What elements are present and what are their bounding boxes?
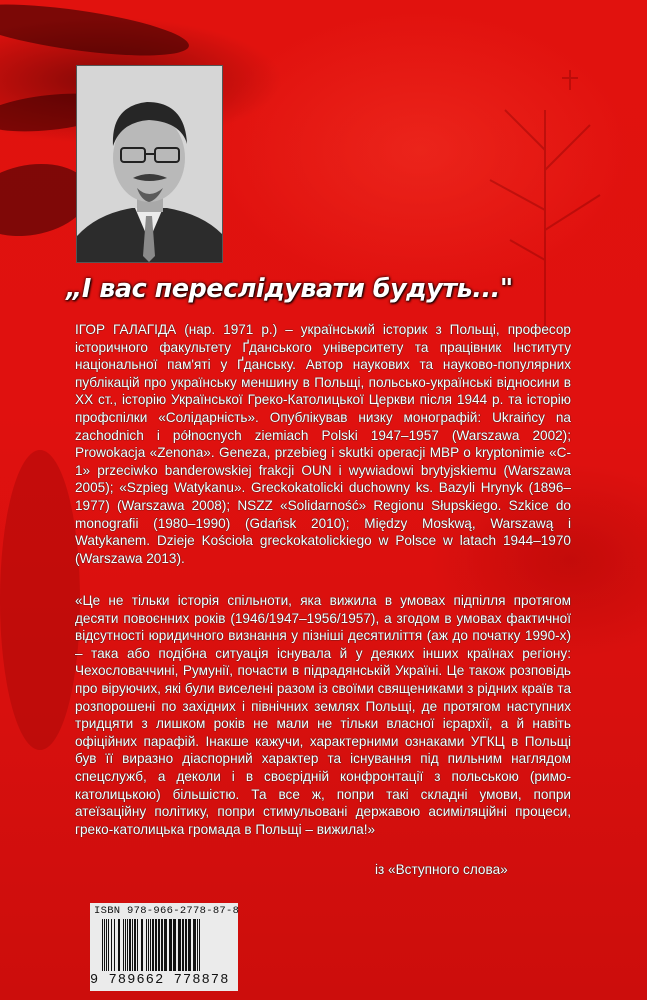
author-bio: ІГОР ГАЛАГІДА (нар. 1971 р.) – український історик з Польщі, професор історичного факультету Ґданського університету та працівник Інституту національної пам'яті у Ґданську. Автор наукових та науково-популярних публікацій про українську меншину в Польщі, польсько-українські відносини в ХХ ст., історію Української Греко-Католицької Церкви після 1944 р. та історію профспілки «Солідарність». Опублікував низку монографій: Ukraińcy na zachodnich i północnych ziemiach Polski 1947–1957 (Warszawa 2002); Prowokacja «Zenona». Geneza, przebieg i skutki operacji MBP o kryptonimie «C-1» przeciwko banderowskiej frakcji OUN i wywiadowi brytyjskiemu (Warszawa 2005); «Szpieg Watykanu». Greckokatolicki duchowny ks. Bazyli Hrynyk (1896–1977) (Warszawa 2008); NSZZ «Solidarność» Regionu Słupskiego. Szkice do monografii (1980–1990) (Gdańsk 2010); Między Moskwą, Warszawą i Watykanem. Dzieje Kościoła greckokatolickiego w Polsce w latach 1944–1970 (Warszawa 2013). [75,322,571,566]
barcode-bar [155,919,157,971]
isbn-text: ISBN 978-966-2778-87-8 [94,905,240,917]
barcode-bar [158,919,160,971]
barcode-bar [125,919,126,971]
barcode-bar [173,919,176,971]
barcode-bar [188,919,191,971]
barcode-bar [114,919,115,971]
barcode-bar [134,919,136,971]
barcode-bar [199,919,200,971]
intro-quote: «Це не тільки історія спільноти, яка вижила в умовах підпілля протягом десяти повоєнних років (1946/1947–1956/1957), а згодом в умовах фактичної відсутності юридичного визнання у пізніші десятиліття (аж до початку 1990-х) – така або подібна ситуація існувала й у деяких інших країнах регіону: Чехословаччині, Румунії, почасти в підрадянській Україні. Це також розповідь про віруючих, які були виселені разом із своїми священиками з рідних країв та розпорошені по західних і північних землях Польщі, де протягом наступних тридцяти з лишком років не мали не тільки власної ієрархії, а й навіть офіційних парафій. Інакше кажучи, характерними ознаками УГКЦ в Польщі був її виразно діаспорний характер та існування під пильним наглядом спецслужб, а деколи і в своєрідній конфронтації з польською (римо-католицькою) більшістю. Та все ж, попри такі складні умови, попри атеїзаційну політику, попри стимульовані державою асиміляційні процеси, греко-католицька громада в Польщі – вижила!» [75,593,571,837]
barcode-bar [182,919,184,971]
barcode-bar [141,919,143,971]
barcode-bar [129,919,131,971]
barcode-bar [148,919,149,971]
barcode-bar [127,919,128,971]
barcode-bar [132,919,133,971]
quote-source: із «Вступного слова» [375,862,508,877]
background-streak [0,0,192,66]
barcode-bar [161,919,163,971]
barcode-bar [102,919,103,971]
barcode-bar [164,919,167,971]
barcode-bar [197,919,198,971]
barcode-bar [106,919,107,971]
barcode-bar [108,919,109,971]
headline: „І вас переслідувати будуть..." [66,274,513,304]
author-photo [76,65,223,263]
barcode-bar [185,919,187,971]
barcode-bar [123,919,124,971]
barcode-bar [150,919,151,971]
isbn-barcode [90,903,238,991]
barcode-bar [146,919,147,971]
barcode-bar [152,919,154,971]
barcode-bar [178,919,181,971]
barcode-bar [118,919,120,971]
barcode-digits: 9 789662 778878 [90,973,230,988]
barcode-bar [104,919,105,971]
barcode-bar [169,919,172,971]
barcode-bar [193,919,196,971]
background-streak [0,450,80,750]
barcode-bar [137,919,138,971]
barcode-bar [111,919,112,971]
